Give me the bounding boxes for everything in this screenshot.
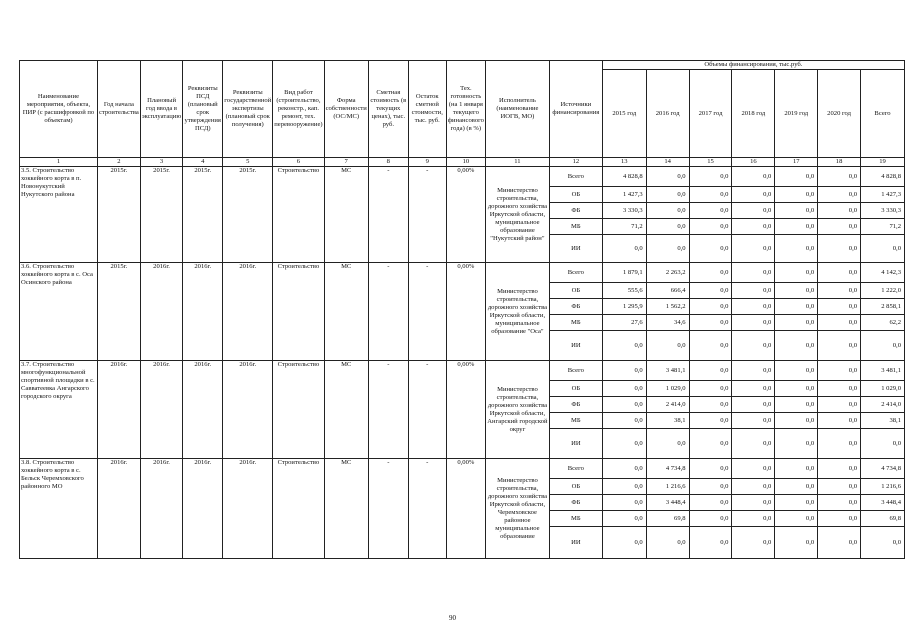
object-name-cell: 3.6. Строительство хоккейного корта в с. Оса Осинского района	[20, 263, 98, 361]
funding-value-cell: 0,0	[602, 495, 646, 511]
funding-source-cell: Всего	[549, 167, 602, 187]
funding-value-cell: 0,0	[818, 479, 861, 495]
funding-value-cell: 0,0	[775, 235, 818, 263]
funding-value-cell: 3 481,1	[646, 361, 689, 381]
funding-value-cell: 0,0	[732, 315, 775, 331]
funding-value-cell: 0,0	[689, 283, 732, 299]
funding-value-cell: 0,0	[775, 283, 818, 299]
funding-value-cell: 3 448,4	[861, 495, 905, 511]
funding-value-cell: 0,0	[861, 527, 905, 559]
funding-source-cell: Всего	[549, 263, 602, 283]
funding-value-cell: 0,0	[775, 511, 818, 527]
header-sources: Источники финансирования	[549, 61, 602, 158]
funding-value-cell: 0,0	[818, 413, 861, 429]
funding-value-cell: 0,0	[602, 511, 646, 527]
funding-value-cell: 0,0	[602, 381, 646, 397]
funding-value-cell: 0,0	[732, 283, 775, 299]
funding-value-cell: 0,0	[818, 381, 861, 397]
remaining-cell: -	[408, 263, 446, 361]
funding-value-cell: 0,0	[689, 167, 732, 187]
psd-cell: 2016г.	[183, 361, 223, 459]
funding-value-cell: 0,0	[775, 361, 818, 381]
remaining-cell: -	[408, 459, 446, 559]
header-work-type: Вид работ (строительство, реконстр., кап. ремонт, тех. перевооружение)	[273, 61, 324, 158]
psd-cell: 2015г.	[183, 167, 223, 263]
header-year-2019: 2019 год	[775, 70, 818, 158]
funding-value-cell: 2 263,2	[646, 263, 689, 283]
readiness-cell: 0,00%	[446, 167, 485, 263]
funding-value-cell: 0,0	[775, 219, 818, 235]
funding-value-cell: 0,0	[732, 495, 775, 511]
funding-source-cell: МБ	[549, 315, 602, 331]
funding-value-cell: 0,0	[689, 299, 732, 315]
funding-value-cell: 0,0	[689, 413, 732, 429]
funding-source-cell: МБ	[549, 219, 602, 235]
funding-value-cell: 1 222,0	[861, 283, 905, 299]
funding-source-cell: ОБ	[549, 479, 602, 495]
header-year-2017: 2017 год	[689, 70, 732, 158]
planned-year-cell: 2015г.	[140, 167, 182, 263]
header-year-2020: 2020 год	[818, 70, 861, 158]
column-number-row	[20, 158, 905, 167]
funding-value-cell: 0,0	[732, 413, 775, 429]
expertise-cell: 2016г.	[223, 361, 273, 459]
funding-value-cell: 0,0	[818, 397, 861, 413]
funding-value-cell: 0,0	[775, 413, 818, 429]
planned-year-cell: 2016г.	[140, 361, 182, 459]
funding-value-cell: 38,1	[646, 413, 689, 429]
funding-value-cell: 0,0	[818, 459, 861, 479]
funding-value-cell: 0,0	[732, 397, 775, 413]
funding-value-cell: 4 734,8	[646, 459, 689, 479]
funding-value-cell: 0,0	[602, 479, 646, 495]
start-year-cell: 2016г.	[97, 361, 140, 459]
funding-value-cell: 0,0	[818, 219, 861, 235]
header-total: Всего	[861, 70, 905, 158]
funding-value-cell: 0,0	[732, 263, 775, 283]
funding-value-cell: 0,0	[732, 459, 775, 479]
funding-source-cell: МБ	[549, 413, 602, 429]
column-number: 15	[689, 158, 732, 167]
funding-source-cell: ИИ	[549, 429, 602, 459]
ownership-cell: МС	[324, 167, 368, 263]
object-name-cell: 3.8. Строительство хоккейного корта в с. Бельск Черемховского районного МО	[20, 459, 98, 559]
funding-value-cell: 0,0	[602, 331, 646, 361]
funding-value-cell: 4 828,8	[861, 167, 905, 187]
funding-value-cell: 0,0	[775, 495, 818, 511]
funding-value-cell: 0,0	[689, 479, 732, 495]
funding-value-cell: 1 427,3	[861, 187, 905, 203]
funding-value-cell: 0,0	[732, 219, 775, 235]
funding-value-cell: 3 481,1	[861, 361, 905, 381]
column-number: 9	[408, 158, 446, 167]
table-row	[20, 459, 905, 479]
funding-source-cell: ИИ	[549, 235, 602, 263]
header-year-2015: 2015 год	[602, 70, 646, 158]
column-number: 17	[775, 158, 818, 167]
header-year-2016: 2016 год	[646, 70, 689, 158]
expertise-cell: 2015г.	[223, 167, 273, 263]
funding-value-cell: 0,0	[775, 459, 818, 479]
column-number: 14	[646, 158, 689, 167]
expertise-cell: 2016г.	[223, 263, 273, 361]
start-year-cell: 2015г.	[97, 263, 140, 361]
funding-source-cell: МБ	[549, 511, 602, 527]
funding-value-cell: 0,0	[818, 331, 861, 361]
funding-value-cell: 3 330,3	[861, 203, 905, 219]
funding-value-cell: 34,6	[646, 315, 689, 331]
funding-value-cell: 0,0	[818, 527, 861, 559]
funding-value-cell: 2 414,0	[646, 397, 689, 413]
funding-value-cell: 1 216,6	[646, 479, 689, 495]
funding-value-cell: 0,0	[602, 429, 646, 459]
funding-value-cell: 0,0	[861, 331, 905, 361]
header-psd: Реквизиты ПСД (плановый срок утверждения ПСД)	[183, 61, 223, 158]
funding-source-cell: Всего	[549, 459, 602, 479]
funding-value-cell: 1 295,9	[602, 299, 646, 315]
funding-value-cell: 0,0	[732, 429, 775, 459]
funding-value-cell: 0,0	[732, 203, 775, 219]
funding-value-cell: 0,0	[689, 187, 732, 203]
funding-value-cell: 0,0	[775, 167, 818, 187]
funding-value-cell: 0,0	[775, 527, 818, 559]
ownership-cell: МС	[324, 361, 368, 459]
funding-value-cell: 0,0	[775, 381, 818, 397]
column-number: 7	[324, 158, 368, 167]
funding-value-cell: 4 142,3	[861, 263, 905, 283]
header-remaining: Остаток сметной стоимости, тыс. руб.	[408, 61, 446, 158]
readiness-cell: 0,00%	[446, 459, 485, 559]
funding-value-cell: 0,0	[818, 187, 861, 203]
header-funding-group: Объемы финансирования, тыс.руб.	[602, 61, 904, 70]
funding-value-cell: 666,4	[646, 283, 689, 299]
funding-value-cell: 0,0	[861, 429, 905, 459]
object-name-cell: 3.7. Строительство многофункциональной спортивной площадки в с. Савватеевка Ангарского городского округа	[20, 361, 98, 459]
funding-value-cell: 0,0	[775, 397, 818, 413]
expertise-cell: 2016г.	[223, 459, 273, 559]
funding-value-cell: 0,0	[818, 167, 861, 187]
funding-value-cell: 0,0	[689, 495, 732, 511]
funding-value-cell: 0,0	[732, 187, 775, 203]
funding-value-cell: 1 562,2	[646, 299, 689, 315]
funding-value-cell: 0,0	[602, 235, 646, 263]
funding-value-cell: 3 448,4	[646, 495, 689, 511]
funding-value-cell: 555,6	[602, 283, 646, 299]
table-row	[20, 361, 905, 381]
funding-value-cell: 71,2	[602, 219, 646, 235]
funding-value-cell: 1 216,6	[861, 479, 905, 495]
column-number: 12	[549, 158, 602, 167]
funding-source-cell: ИИ	[549, 331, 602, 361]
column-number: 11	[485, 158, 549, 167]
funding-value-cell: 38,1	[861, 413, 905, 429]
work-type-cell: Строительство	[273, 263, 324, 361]
psd-cell: 2016г.	[183, 459, 223, 559]
start-year-cell: 2015г.	[97, 167, 140, 263]
object-name-cell: 3.5. Строительство хоккейного корта в п. Новонукутский Нукутского района	[20, 167, 98, 263]
readiness-cell: 0,00%	[446, 263, 485, 361]
funding-source-cell: ОБ	[549, 381, 602, 397]
remaining-cell: -	[408, 361, 446, 459]
estimate-cell: -	[368, 361, 408, 459]
funding-value-cell: 0,0	[689, 219, 732, 235]
funding-value-cell: 0,0	[775, 299, 818, 315]
column-number: 8	[368, 158, 408, 167]
funding-value-cell: 2 414,0	[861, 397, 905, 413]
funding-source-cell: ФБ	[549, 495, 602, 511]
funding-value-cell: 0,0	[818, 235, 861, 263]
table-row	[20, 167, 905, 187]
column-number: 13	[602, 158, 646, 167]
column-number: 6	[273, 158, 324, 167]
funding-source-cell: ОБ	[549, 283, 602, 299]
remaining-cell: -	[408, 167, 446, 263]
funding-value-cell: 1 029,0	[861, 381, 905, 397]
funding-value-cell: 0,0	[732, 381, 775, 397]
funding-value-cell: 0,0	[775, 429, 818, 459]
funding-value-cell: 69,8	[646, 511, 689, 527]
funding-value-cell: 0,0	[732, 167, 775, 187]
funding-value-cell: 0,0	[775, 203, 818, 219]
work-type-cell: Строительство	[273, 167, 324, 263]
funding-value-cell: 2 858,1	[861, 299, 905, 315]
funding-value-cell: 3 330,3	[602, 203, 646, 219]
funding-source-cell: Всего	[549, 361, 602, 381]
funding-value-cell: 0,0	[775, 263, 818, 283]
column-number: 3	[140, 158, 182, 167]
funding-source-cell: ФБ	[549, 203, 602, 219]
funding-value-cell: 0,0	[689, 527, 732, 559]
funding-value-cell: 0,0	[646, 187, 689, 203]
funding-source-cell: ФБ	[549, 397, 602, 413]
funding-value-cell: 0,0	[602, 459, 646, 479]
planned-year-cell: 2016г.	[140, 459, 182, 559]
funding-value-cell: 0,0	[732, 361, 775, 381]
column-number: 16	[732, 158, 775, 167]
funding-value-cell: 0,0	[775, 315, 818, 331]
work-type-cell: Строительство	[273, 361, 324, 459]
estimate-cell: -	[368, 167, 408, 263]
funding-value-cell: 0,0	[646, 235, 689, 263]
executor-cell: Министерство строительства, дорожного хозяйства Иркутской области, муниципальное образование "Нукутский район"	[485, 167, 549, 263]
funding-value-cell: 0,0	[818, 299, 861, 315]
funding-value-cell: 0,0	[689, 381, 732, 397]
funding-value-cell: 0,0	[818, 429, 861, 459]
ownership-cell: МС	[324, 459, 368, 559]
start-year-cell: 2016г.	[97, 459, 140, 559]
planned-year-cell: 2016г.	[140, 263, 182, 361]
funding-value-cell: 0,0	[775, 187, 818, 203]
header-planned-year: Плановый год ввода в эксплуатацию	[140, 61, 182, 158]
column-number: 4	[183, 158, 223, 167]
funding-value-cell: 0,0	[818, 511, 861, 527]
column-number: 18	[818, 158, 861, 167]
funding-value-cell: 1 879,1	[602, 263, 646, 283]
funding-value-cell: 0,0	[732, 527, 775, 559]
funding-value-cell: 4 828,8	[602, 167, 646, 187]
funding-value-cell: 0,0	[602, 397, 646, 413]
funding-value-cell: 0,0	[818, 495, 861, 511]
funding-value-cell: 62,2	[861, 315, 905, 331]
funding-value-cell: 0,0	[775, 479, 818, 495]
funding-value-cell: 0,0	[775, 331, 818, 361]
funding-value-cell: 27,6	[602, 315, 646, 331]
column-number: 10	[446, 158, 485, 167]
work-type-cell: Строительство	[273, 459, 324, 559]
funding-value-cell: 0,0	[602, 527, 646, 559]
readiness-cell: 0,00%	[446, 361, 485, 459]
header-start-year: Год начала строительства	[97, 61, 140, 158]
executor-cell: Министерство строительства, дорожного хозяйства Иркутской области, муниципальное образование "Оса"	[485, 263, 549, 361]
funding-value-cell: 0,0	[732, 235, 775, 263]
executor-cell: Министерство строительства, дорожного хозяйства Иркутской области, Черемховское районное муниципальное образование	[485, 459, 549, 559]
funding-value-cell: 0,0	[689, 203, 732, 219]
funding-value-cell: 0,0	[646, 203, 689, 219]
funding-value-cell: 0,0	[689, 361, 732, 381]
funding-value-cell: 0,0	[689, 263, 732, 283]
funding-value-cell: 0,0	[732, 299, 775, 315]
funding-source-cell: ИИ	[549, 527, 602, 559]
funding-value-cell: 4 734,8	[861, 459, 905, 479]
column-number: 1	[20, 158, 98, 167]
header-expertise: Реквизиты государственной экспертизы (плановый срок получения)	[223, 61, 273, 158]
page-number: 90	[449, 614, 456, 622]
funding-table	[19, 60, 905, 559]
column-number: 19	[861, 158, 905, 167]
funding-value-cell: 0,0	[689, 397, 732, 413]
funding-value-cell: 0,0	[732, 331, 775, 361]
funding-value-cell: 0,0	[646, 219, 689, 235]
funding-value-cell: 0,0	[818, 361, 861, 381]
funding-value-cell: 0,0	[689, 235, 732, 263]
header-readiness: Тех. готовность (на 1 января текущего финансового года) (в %)	[446, 61, 485, 158]
table-row	[20, 263, 905, 283]
header-name: Наименование мероприятия, объекта, ПИР (с расшифровкой по объектам)	[20, 61, 98, 158]
column-number: 5	[223, 158, 273, 167]
funding-value-cell: 0,0	[732, 511, 775, 527]
funding-value-cell: 0,0	[689, 459, 732, 479]
estimate-cell: -	[368, 263, 408, 361]
column-number: 2	[97, 158, 140, 167]
funding-value-cell: 1 029,0	[646, 381, 689, 397]
funding-value-cell: 0,0	[818, 283, 861, 299]
header-executor: Исполнитель (наименование ИОГВ, МО)	[485, 61, 549, 158]
funding-value-cell: 0,0	[646, 429, 689, 459]
funding-value-cell: 0,0	[646, 167, 689, 187]
funding-value-cell: 71,2	[861, 219, 905, 235]
header-year-2018: 2018 год	[732, 70, 775, 158]
executor-cell: Министерство строительства, дорожного хозяйства Иркутской области, Ангарский городской округ	[485, 361, 549, 459]
funding-value-cell: 0,0	[646, 331, 689, 361]
funding-value-cell: 0,0	[689, 511, 732, 527]
funding-value-cell: 69,8	[861, 511, 905, 527]
funding-source-cell: ФБ	[549, 299, 602, 315]
funding-value-cell: 0,0	[602, 361, 646, 381]
psd-cell: 2016г.	[183, 263, 223, 361]
funding-value-cell: 0,0	[646, 527, 689, 559]
funding-value-cell: 0,0	[818, 263, 861, 283]
header-estimate: Сметная стоимость (в текущих ценах), тыс. руб.	[368, 61, 408, 158]
funding-value-cell: 0,0	[689, 315, 732, 331]
funding-value-cell: 0,0	[689, 429, 732, 459]
funding-value-cell: 0,0	[689, 331, 732, 361]
funding-source-cell: ОБ	[549, 187, 602, 203]
funding-value-cell: 0,0	[818, 315, 861, 331]
ownership-cell: МС	[324, 263, 368, 361]
funding-value-cell: 0,0	[732, 479, 775, 495]
funding-value-cell: 0,0	[602, 413, 646, 429]
funding-value-cell: 1 427,3	[602, 187, 646, 203]
funding-value-cell: 0,0	[818, 203, 861, 219]
estimate-cell: -	[368, 459, 408, 559]
funding-value-cell: 0,0	[861, 235, 905, 263]
header-ownership: Форма собственности (ОС/МС)	[324, 61, 368, 158]
